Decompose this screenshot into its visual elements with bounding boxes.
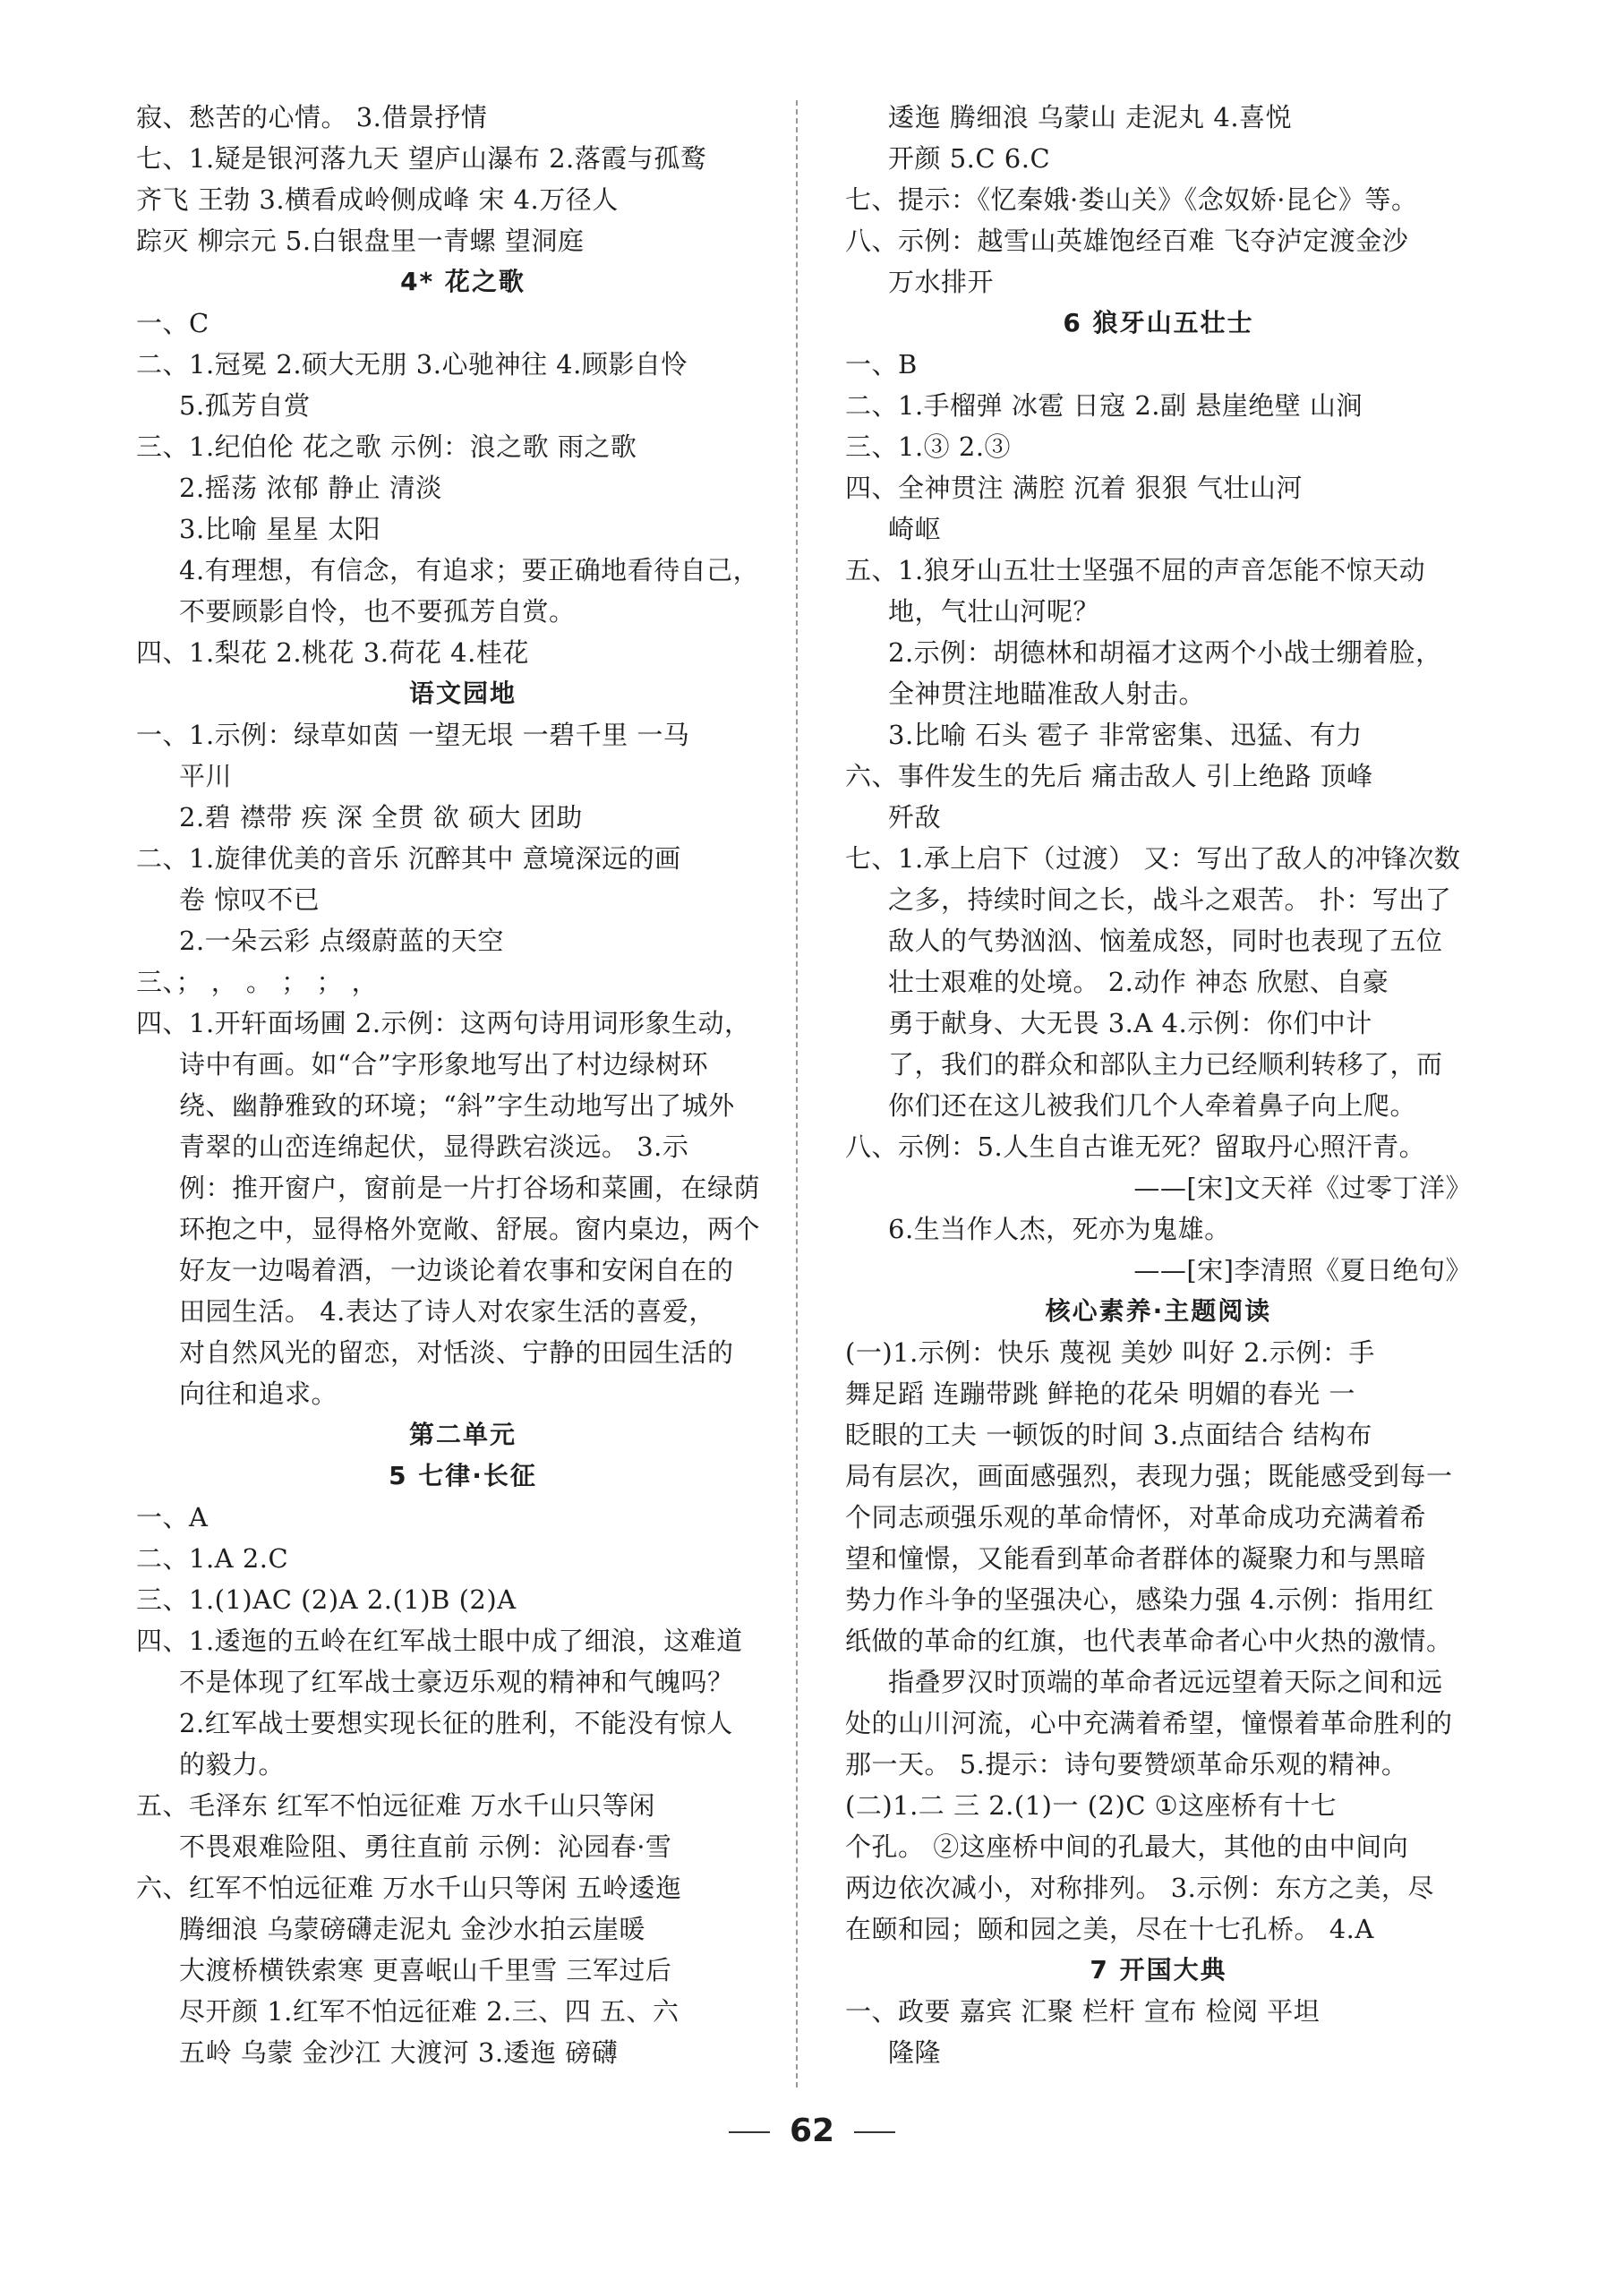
answer-line: 2.红军战士要想实现长征的胜利，不能没有惊人 <box>179 1708 733 1738</box>
section-heading: 核心素养·主题阅读 <box>1045 1296 1272 1326</box>
answer-line: 一、A <box>136 1502 209 1532</box>
answer-line: 5.孤芳自赏 <box>179 390 311 421</box>
footer-dash-left <box>729 2131 770 2133</box>
answer-line: 6.生当作人杰，死亦为鬼雄。 <box>888 1214 1231 1244</box>
answer-line: 的毅力。 <box>179 1749 286 1780</box>
answer-line: 勇于献身、大无畏 3.A 4.示例：你们中计 <box>888 1008 1372 1038</box>
answer-line: 局有层次，画面感强烈，表现力强；既能感受到每一 <box>845 1461 1453 1491</box>
answer-line: 三、； ， 。 ； ； ， <box>136 967 379 997</box>
answer-line: 踪灭 柳宗元 5.白银盘里一青螺 望洞庭 <box>136 226 585 256</box>
answer-line: 二、1.A 2.C <box>136 1543 289 1574</box>
answer-line: 2.摇荡 浓郁 静止 清淡 <box>179 473 442 503</box>
answer-line: 舞足蹈 连蹦带跳 鲜艳的花朵 明媚的春光 一 <box>845 1379 1355 1409</box>
answer-line: 势力作斗争的坚强决心，感染力强 4.示例：指用红 <box>845 1584 1434 1615</box>
answer-line: 四、全神贯注 满腔 沉着 狠狠 气壮山河 <box>845 473 1303 503</box>
column-divider <box>796 100 798 2087</box>
answer-line: 不要顾影自怜，也不要孤芳自赏。 <box>179 596 576 627</box>
answer-line: 眨眼的工夫 一顿饭的时间 3.点面结合 结构布 <box>845 1420 1372 1450</box>
answer-line: 七、1.疑是银河落九天 望庐山瀑布 2.落霞与孤鹜 <box>136 143 707 174</box>
section-heading: 第二单元 <box>408 1420 517 1449</box>
page-number-footer <box>0 2113 1624 2149</box>
answer-line: 二、1.旋律优美的音乐 沉醉其中 意境深远的画 <box>136 843 681 874</box>
footer-dash-right <box>854 2131 895 2133</box>
answer-line: 两边依次减小，对称排列。 3.示例：东方之美，尽 <box>845 1873 1434 1903</box>
answer-line: 环抱之中，显得格外宽敞、舒展。窗内桌边，两个 <box>179 1214 761 1244</box>
answer-line: 3.比喻 星星 太阳 <box>179 514 381 544</box>
answer-line: 一、B <box>845 349 918 380</box>
answer-line: 3.比喻 石头 雹子 非常密集、迅猛、有力 <box>888 720 1363 750</box>
answer-line: 壮士艰难的处境。 2.动作 神态 欣慰、自豪 <box>888 967 1389 997</box>
answer-line: 之多，持续时间之长，战斗之艰苦。 扑：写出了 <box>888 884 1452 915</box>
section-heading: 7 开国大典 <box>1090 1955 1227 1985</box>
answer-line: 地，气壮山河呢？ <box>888 596 1100 627</box>
answer-line: 四、1.逶迤的五岭在红军战士眼中成了细浪，这难道 <box>136 1626 743 1656</box>
left-column <box>136 97 790 2073</box>
answer-line: 例：推开窗户，窗前是一片打谷场和菜圃，在绿荫 <box>179 1173 761 1203</box>
answer-line: 平川 <box>179 761 233 791</box>
answer-line: 大渡桥横铁索寒 更喜岷山千里雪 三军过后 <box>179 1955 672 1985</box>
answer-line: 八、示例：越雪山英雄饱经百难 飞夺泸定渡金沙 <box>845 226 1409 256</box>
answer-line: 田园生活。 4.表达了诗人对农家生活的喜爱， <box>179 1296 715 1327</box>
answer-line: 了，我们的群众和部队主力已经顺利转移了，而 <box>888 1049 1443 1080</box>
answer-line: 对自然风光的留恋，对恬淡、宁静的田园生活的 <box>179 1337 734 1368</box>
answer-line: 青翠的山峦连绵起伏，显得跌宕淡远。 3.示 <box>179 1131 689 1162</box>
answer-line: 好友一边喝着酒，一边谈论着农事和安闲自在的 <box>179 1255 734 1285</box>
answer-line: 五岭 乌蒙 金沙江 大渡河 3.逶迤 磅礴 <box>179 2037 619 2068</box>
answer-line: 2.一朵云彩 点缀蔚蓝的天空 <box>179 926 504 956</box>
answer-line: 绕、幽静雅致的环境；“斜”字生动地写出了城外 <box>179 1090 735 1121</box>
page-number: 62 <box>789 2113 835 2149</box>
answer-line: 三、1.纪伯伦 花之歌 示例：浪之歌 雨之歌 <box>136 431 637 462</box>
answer-line: 齐飞 王勃 3.横看成岭侧成峰 宋 4.万径人 <box>136 184 619 215</box>
answer-line: 六、红军不怕远征难 万水千山只等闲 五岭逶迤 <box>136 1873 682 1903</box>
answer-line: 崎岖 <box>888 514 942 544</box>
answer-line: 逶迤 腾细浪 乌蒙山 走泥丸 4.喜悦 <box>888 102 1293 132</box>
section-heading: 语文园地 <box>408 679 517 708</box>
answer-line: (一)1.示例：快乐 蔑视 美妙 叫好 2.示例：手 <box>845 1337 1375 1368</box>
citation-line: ——[宋]李清照《夏日绝句》 <box>1133 1255 1472 1285</box>
answer-line: 四、1.梨花 2.桃花 3.荷花 4.桂花 <box>136 637 529 668</box>
answer-line: 隆隆 <box>888 2037 942 2068</box>
section-heading: 5 七律·长征 <box>389 1461 537 1490</box>
answer-line: 尽开颜 1.红军不怕远征难 2.三、四 五、六 <box>179 1996 680 2027</box>
answer-line: 处的山川河流，心中充满着希望，憧憬着革命胜利的 <box>845 1708 1453 1738</box>
answer-line: 个同志顽强乐观的革命情怀，对革命成功充满着希 <box>845 1502 1427 1532</box>
answer-line: 七、提示：《忆秦娥·娄山关》《念奴娇·昆仑》等。 <box>845 184 1418 215</box>
answer-line: 不畏艰难险阻、勇往直前 示例：沁园春·雪 <box>179 1831 672 1862</box>
answer-line: 七、1.承上启下（过渡） 又：写出了敌人的冲锋次数 <box>845 843 1461 874</box>
answer-line: 五、1.狼牙山五壮士坚强不屈的声音怎能不惊天动 <box>845 555 1426 585</box>
answer-line: 2.示例：胡德林和胡福才这两个小战士绷着脸， <box>888 637 1442 668</box>
answer-line: 你们还在这儿被我们几个人牵着鼻子向上爬。 <box>888 1090 1417 1121</box>
citation-line: ——[宋]文天祥《过零丁洋》 <box>1133 1173 1472 1203</box>
section-heading: 6 狼牙山五壮士 <box>1063 308 1254 337</box>
answer-line: 寂、愁苦的心情。 3.借景抒情 <box>136 102 488 132</box>
answer-line: 那一天。 5.提示：诗句要赞颂革命乐观的精神。 <box>845 1749 1408 1780</box>
answer-line: 4.有理想，有信念，有追求；要正确地看待自己， <box>179 555 760 585</box>
answer-line: 三、1.③ 2.③ <box>845 431 1012 462</box>
answer-line: 八、示例：5.人生自古谁无死？留取丹心照汗青。 <box>845 1131 1426 1162</box>
answer-line: 歼敌 <box>888 802 942 832</box>
answer-line: 个孔。 ②这座桥中间的孔最大，其他的由中间向 <box>845 1831 1409 1862</box>
answer-line: 全神贯注地瞄准敌人射击。 <box>888 679 1206 709</box>
answer-line: 三、1.(1)AC (2)A 2.(1)B (2)A <box>136 1584 517 1615</box>
answer-line: 纸做的革命的红旗，也代表革命者心中火热的激情。 <box>845 1626 1453 1656</box>
answer-line: 一、C <box>136 308 209 338</box>
answer-line: 二、1.冠冕 2.硕大无朋 3.心驰神往 4.顾影自怜 <box>136 349 688 380</box>
answer-line: 诗中有画。如“合”字形象地写出了村边绿树环 <box>179 1049 709 1080</box>
answer-line: 五、毛泽东 红军不怕远征难 万水千山只等闲 <box>136 1790 655 1821</box>
answer-line: 四、1.开轩面场圃 2.示例：这两句诗用词形象生动， <box>136 1008 751 1038</box>
answer-line: 六、事件发生的先后 痛击敌人 引上绝路 顶峰 <box>845 761 1373 791</box>
section-heading: 4* 花之歌 <box>400 267 526 296</box>
answer-line: 向往和追求。 <box>179 1379 338 1409</box>
answer-line: 万水排开 <box>888 267 995 297</box>
answer-line: 开颜 5.C 6.C <box>888 143 1051 174</box>
right-column <box>845 97 1472 2073</box>
answer-line: 二、1.手榴弹 冰雹 日寇 2.副 悬崖绝壁 山涧 <box>845 390 1363 421</box>
answer-line: 望和憧憬，又能看到革命者群体的凝聚力和与黑暗 <box>845 1543 1427 1574</box>
answer-line: 一、1.示例：绿草如茵 一望无垠 一碧千里 一马 <box>136 720 690 750</box>
answer-line: 在颐和园；颐和园之美，尽在十七孔桥。 4.A <box>845 1914 1374 1944</box>
answer-line: 腾细浪 乌蒙磅礴走泥丸 金沙水拍云崖暖 <box>179 1914 645 1944</box>
answer-line: 不是体现了红军战士豪迈乐观的精神和气魄吗？ <box>179 1667 734 1697</box>
answer-line: 2.碧 襟带 疾 深 全贯 欲 硕大 团助 <box>179 802 583 832</box>
answer-line: (二)1.二 三 2.(1)一 (2)C ①这座桥有十七 <box>845 1790 1338 1821</box>
answer-line: 指叠罗汉时顶端的革命者远远望着天际之间和远 <box>888 1667 1443 1697</box>
answer-line: 卷 惊叹不已 <box>179 884 321 915</box>
answer-line: 敌人的气势汹汹、恼羞成怒，同时也表现了五位 <box>888 926 1443 956</box>
answer-line: 一、政要 嘉宾 汇聚 栏杆 宣布 检阅 平坦 <box>845 1996 1321 2027</box>
